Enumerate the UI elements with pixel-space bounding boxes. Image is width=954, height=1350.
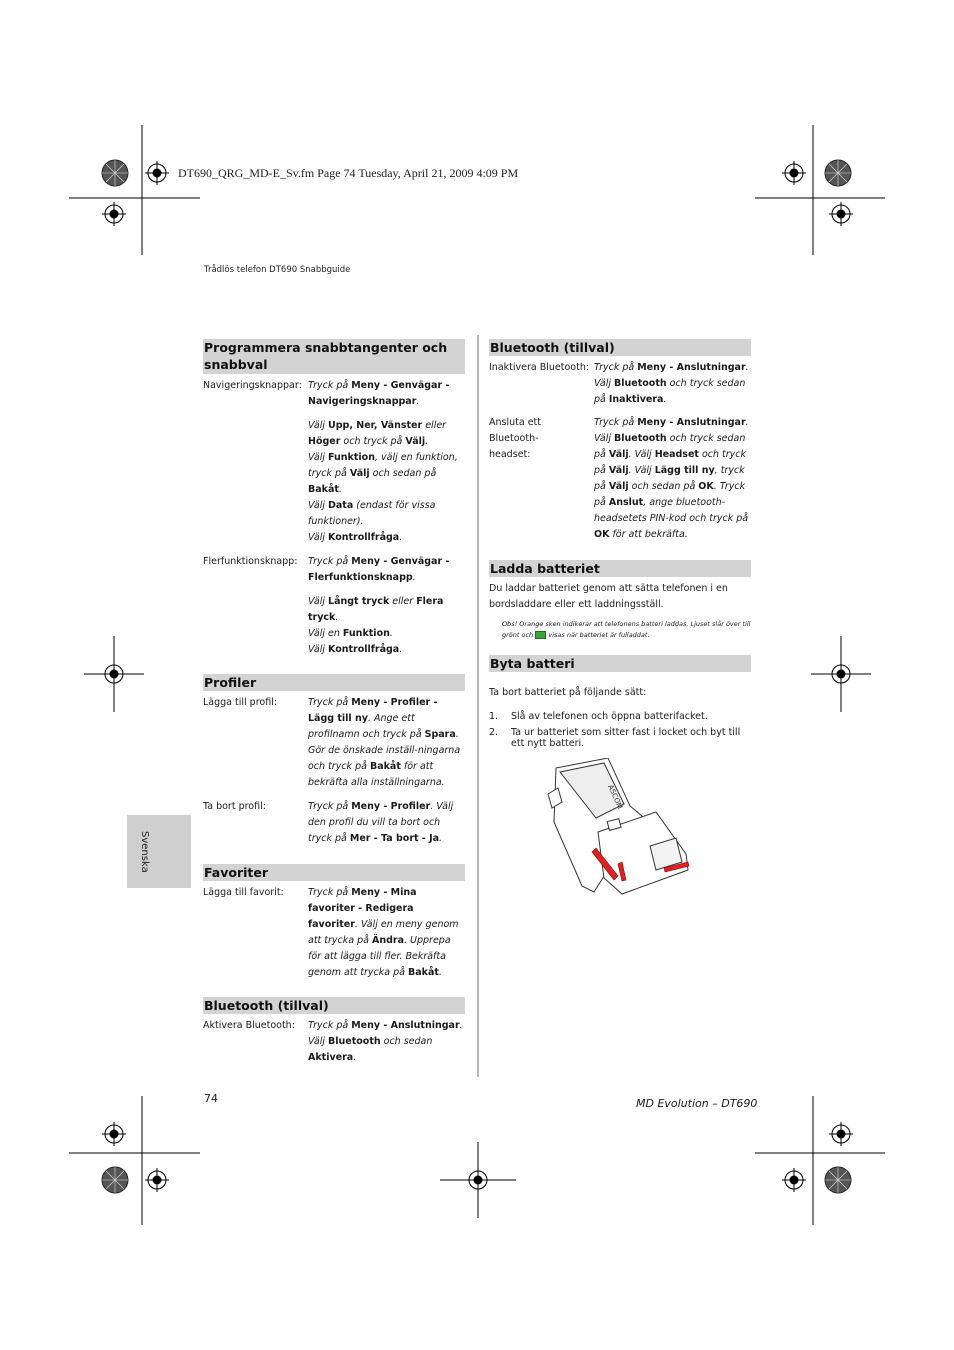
value-ta-bort-profil: Tryck på Meny - Profiler. Välj den profil du vill ta bort och tryck på Mer - Ta bort - Ja. [308,801,454,844]
label-ta-bort-profil: Ta bort profil: [203,801,266,812]
section-heading-bluetooth-right: Bluetooth (tillval) [489,339,751,356]
nav-step-5: Välj Kontrollfråga. [308,532,403,543]
footer-title: MD Evolution – DT690 [636,1097,758,1110]
nav-step-1: Tryck på Meny - Genvägar - Navigeringsknappar. [308,380,450,407]
multi-step-2: Välj Långt tryck eller Flera tryck. [308,596,444,623]
section-heading-profiler: Profiler [203,674,465,691]
label-lagga-till-profil: Lägga till profil: [203,697,278,708]
value-lagga-till-profil: Tryck på Meny - Profiler - Lägg till ny. Ange ett profilnamn och tryck på Spara. Gör de önskade inställ-ningarna och tryck på Bakåt för att bekräfta alla inställningarna. [308,697,461,788]
value-flerfunktionsknapp [308,554,465,658]
battery-step: 2. Ta ur batteriet som sitter fast i locket och byt till ett nytt batteri. [489,727,741,749]
section-heading-programmera: Programmera snabbtangenter och snabbval [203,339,465,374]
left-column [203,339,465,1066]
nav-step-4: Välj Data (endast för vissa funktioner). [308,500,436,527]
language-tab [127,815,191,888]
nav-step-2: Välj Upp, Ner, Vänster eller Höger och tryck på Välj. [308,420,447,447]
column-divider [477,335,479,1077]
language-tab-label: Svenska [139,831,150,873]
multi-step-4: Välj Kontrollfråga. [308,644,403,655]
running-header: Trådlös telefon DT690 Snabbguide [204,265,351,275]
label-inaktivera-bluetooth: Inaktivera Bluetooth: [489,362,590,373]
row-ta-bort-profil [203,799,465,847]
svg-text:ASCOM: ASCOM [606,783,624,811]
row-navigeringsknappar [203,378,465,546]
charge-text: Du laddar batteriet genom att sätta telefonen i en bordsladdare eller ett laddningsställ. [489,583,728,610]
value-navigeringsknappar [308,378,465,546]
row-lagga-till-favorit [203,885,465,981]
label-lagga-till-favorit: Lägga till favorit: [203,887,284,898]
battery-steps [489,711,751,749]
nav-step-3: Välj Funktion, välj en funktion, tryck på Välj och sedan på Bakåt. [308,452,458,495]
value-lagga-till-favorit: Tryck på Meny - Mina favoriter - Redigera favoriter. Välj en meny genom att trycka på Ändra. Upprepa för att lägga till fler. Bekräfta genom att trycka på Bakåt. [308,887,459,978]
right-column [489,339,751,754]
row-inaktivera-bluetooth [489,360,751,408]
value-ansluta-headset: Tryck på Meny - Anslutningar. Välj Bluetooth och tryck sedan på Välj. Välj Headset och tryck på Välj. Välj Lägg till ny, tryck på Välj och sedan på OK. Tryck på Anslut, ange bluetooth-headsetets PIN-kod och tryck på OK för att bekräfta. [594,417,749,540]
battery-illustration [538,758,708,898]
row-flerfunktionsknapp [203,554,465,658]
row-lagga-till-profil [203,695,465,791]
label-navigeringsknappar: Navigeringsknappar: [203,380,302,391]
page-number: 74 [204,1092,218,1105]
value-aktivera-bluetooth: Tryck på Meny - Anslutningar. Välj Bluetooth och sedan Aktivera. [308,1020,463,1063]
section-heading-ladda: Ladda batteriet [489,560,751,577]
multi-step-1: Tryck på Meny - Genvägar - Flerfunktionsknapp. [308,556,450,583]
multi-step-3: Välj en Funktion. [308,628,393,639]
battery-intro: Ta bort batteriet på följande sätt: [489,687,647,698]
section-heading-favoriter: Favoriter [203,864,465,881]
label-aktivera-bluetooth: Aktivera Bluetooth: [203,1020,295,1031]
file-header: DT690_QRG_MD-E_Sv.fm Page 74 Tuesday, April 21, 2009 4:09 PM [178,166,519,180]
charge-note: Obs! Orange sken indikerar att telefonens batteri laddas. Ljuset slår över till grönt och visas när batteriet är fulladdat. [502,620,751,639]
section-heading-byta-batteri: Byta batteri [489,655,751,672]
value-inaktivera-bluetooth: Tryck på Meny - Anslutningar. Välj Bluetooth och tryck sedan på Inaktivera. [594,362,749,405]
green-indicator-icon [535,631,546,639]
section-heading-bluetooth-left: Bluetooth (tillval) [203,997,465,1014]
label-ansluta-headset: Ansluta ett Bluetooth-headset: [489,417,541,460]
battery-step: 1. Slå av telefonen och öppna batterifacket. [489,711,708,722]
label-flerfunktionsknapp: Flerfunktionsknapp: [203,556,298,567]
row-aktivera-bluetooth [203,1018,465,1066]
row-ansluta-headset [489,415,751,543]
